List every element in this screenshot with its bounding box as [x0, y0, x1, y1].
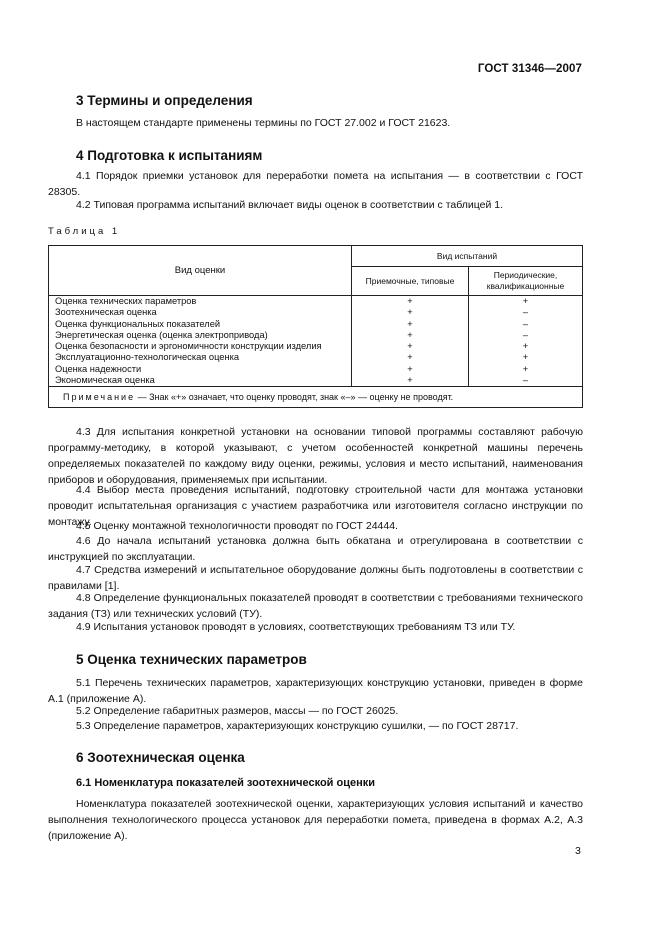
- table-cell-acceptance: +: [407, 341, 413, 352]
- paragraph-5-3: 5.3 Определение параметров, характеризующих конструкцию сушилки, — по ГОСТ 28717.: [76, 720, 519, 732]
- table-row-name: Зоотехническая оценка: [55, 307, 157, 318]
- col-header-acceptance: Приемочные, типовые: [352, 267, 469, 296]
- table-names-column: [49, 296, 352, 387]
- section-4-title: 4 Подготовка к испытаниям: [76, 148, 263, 163]
- paragraph-4-5: 4.5 Оценку монтажной технологичности проводят по ГОСТ 24444.: [76, 520, 398, 532]
- col-header-periodic: Периодические, квалификационные: [469, 267, 583, 296]
- table-cell-periodic: –: [522, 318, 529, 329]
- table-cell-periodic: +: [522, 352, 529, 363]
- table-periodic-column: [469, 296, 583, 387]
- table-row-name: Оценка функциональных показателей: [55, 318, 221, 329]
- table-row-name: Энергетическая оценка (оценка электропривода): [55, 329, 268, 340]
- table-cell-acceptance: +: [407, 363, 413, 374]
- paragraph-4-9: 4.9 Испытания установок проводят в условиях, соответствующих требованиям ТЗ или ТУ.: [76, 621, 516, 633]
- table-cell-acceptance: +: [407, 318, 413, 329]
- table-note: [49, 387, 583, 408]
- table-row-name: Эксплуатационно-технологическая оценка: [55, 352, 240, 363]
- table-row-name: Оценка надежности: [55, 363, 142, 374]
- paragraph-4-7: 4.7 Средства измерений и испытательное оборудование должны быть подготовлены в соответствии с правилами [1].: [48, 564, 583, 592]
- page-number: 3: [575, 845, 581, 857]
- table-cell-periodic: +: [522, 341, 529, 352]
- section-5-title: 5 Оценка технических параметров: [76, 652, 307, 667]
- table-cell-periodic: –: [522, 307, 529, 318]
- section-3-paragraph: В настоящем стандарте применены термины по ГОСТ 27.002 и ГОСТ 21623.: [76, 117, 451, 129]
- section-6-title: 6 Зоотехническая оценка: [76, 750, 245, 765]
- table-cell-acceptance: +: [407, 307, 413, 318]
- table-cell-periodic: –: [522, 329, 529, 340]
- table-note-text: — Знак «+» означает, что оценку проводят, знак «–» — оценку не проводят.: [135, 392, 454, 403]
- table-cell-acceptance: +: [407, 296, 413, 306]
- table-row-name: Оценка технических параметров: [55, 296, 197, 306]
- evaluation-table: [48, 245, 583, 408]
- table-acceptance-column: [352, 296, 469, 387]
- table-cell-periodic: +: [522, 296, 529, 306]
- table-cell-acceptance: +: [407, 352, 413, 363]
- document-id-header: ГОСТ 31346—2007: [477, 63, 582, 75]
- paragraph-4-6: 4.6 До начала испытаний установка должна быть обкатана и отрегулирована в соответствии с инструкцией по эксплуатации.: [48, 535, 583, 563]
- paragraph-4-4: 4.4 Выбор места проведения испытаний, подготовку строительной части для монтажа установки проводит испытательная организация с участием разработчика или изготовителя согласно инструкции по монтажу.: [48, 484, 583, 528]
- table-caption: Таблица 1: [48, 226, 121, 237]
- paragraph-4-8: 4.8 Определение функциональных показателей проводят в соответствии с требованиями технического задания (ТЗ) или технических условий (ТУ).: [48, 592, 583, 620]
- table-cell-periodic: +: [522, 363, 529, 374]
- table-row-name: Оценка безопасности и эргономичности конструкции изделия: [55, 341, 322, 352]
- subsection-6-1-title: 6.1 Номенклатура показателей зоотехнической оценки: [76, 777, 376, 789]
- table-cell-periodic: –: [522, 375, 529, 386]
- table-note-label: Примечание: [63, 392, 136, 403]
- table-row-name: Экономическая оценка: [55, 375, 155, 386]
- table-cell-acceptance: +: [407, 375, 413, 386]
- paragraph-4-1: 4.1 Порядок приемки установок для переработки помета на испытания — в соответствии с ГОСТ 28305.: [48, 170, 583, 198]
- paragraph-6-1: Номенклатура показателей зоотехнической оценки, характеризующих условия испытаний и качество выполнения технологического процесса установок для переработки помета, приведена в формах А.2, А.3 (приложение А).: [48, 798, 583, 842]
- paragraph-4-2: 4.2 Типовая программа испытаний включает виды оценок в соответствии с таблицей 1.: [76, 199, 504, 211]
- col-header-tests: Вид испытаний: [352, 246, 583, 267]
- paragraph-4-3: 4.3 Для испытания конкретной установки на основании типовой программы составляют рабочую программу-методику, в которой указывают, с учетом особенностей конкретной машины перечень определяемых показателей по каждому виду оценки, режимы, условия и место испытаний, наименования приборов и оборудования, применяемых при испытании.: [48, 426, 583, 486]
- paragraph-5-1: 5.1 Перечень технических параметров, характеризующих конструкцию установки, приведен в форме А.1 (приложение А).: [48, 677, 583, 705]
- col-header-kind: Вид оценки: [49, 246, 352, 296]
- table-cell-acceptance: +: [407, 329, 413, 340]
- section-3-title: 3 Термины и определения: [76, 93, 253, 108]
- paragraph-5-2: 5.2 Определение габаритных размеров, массы — по ГОСТ 26025.: [76, 705, 399, 717]
